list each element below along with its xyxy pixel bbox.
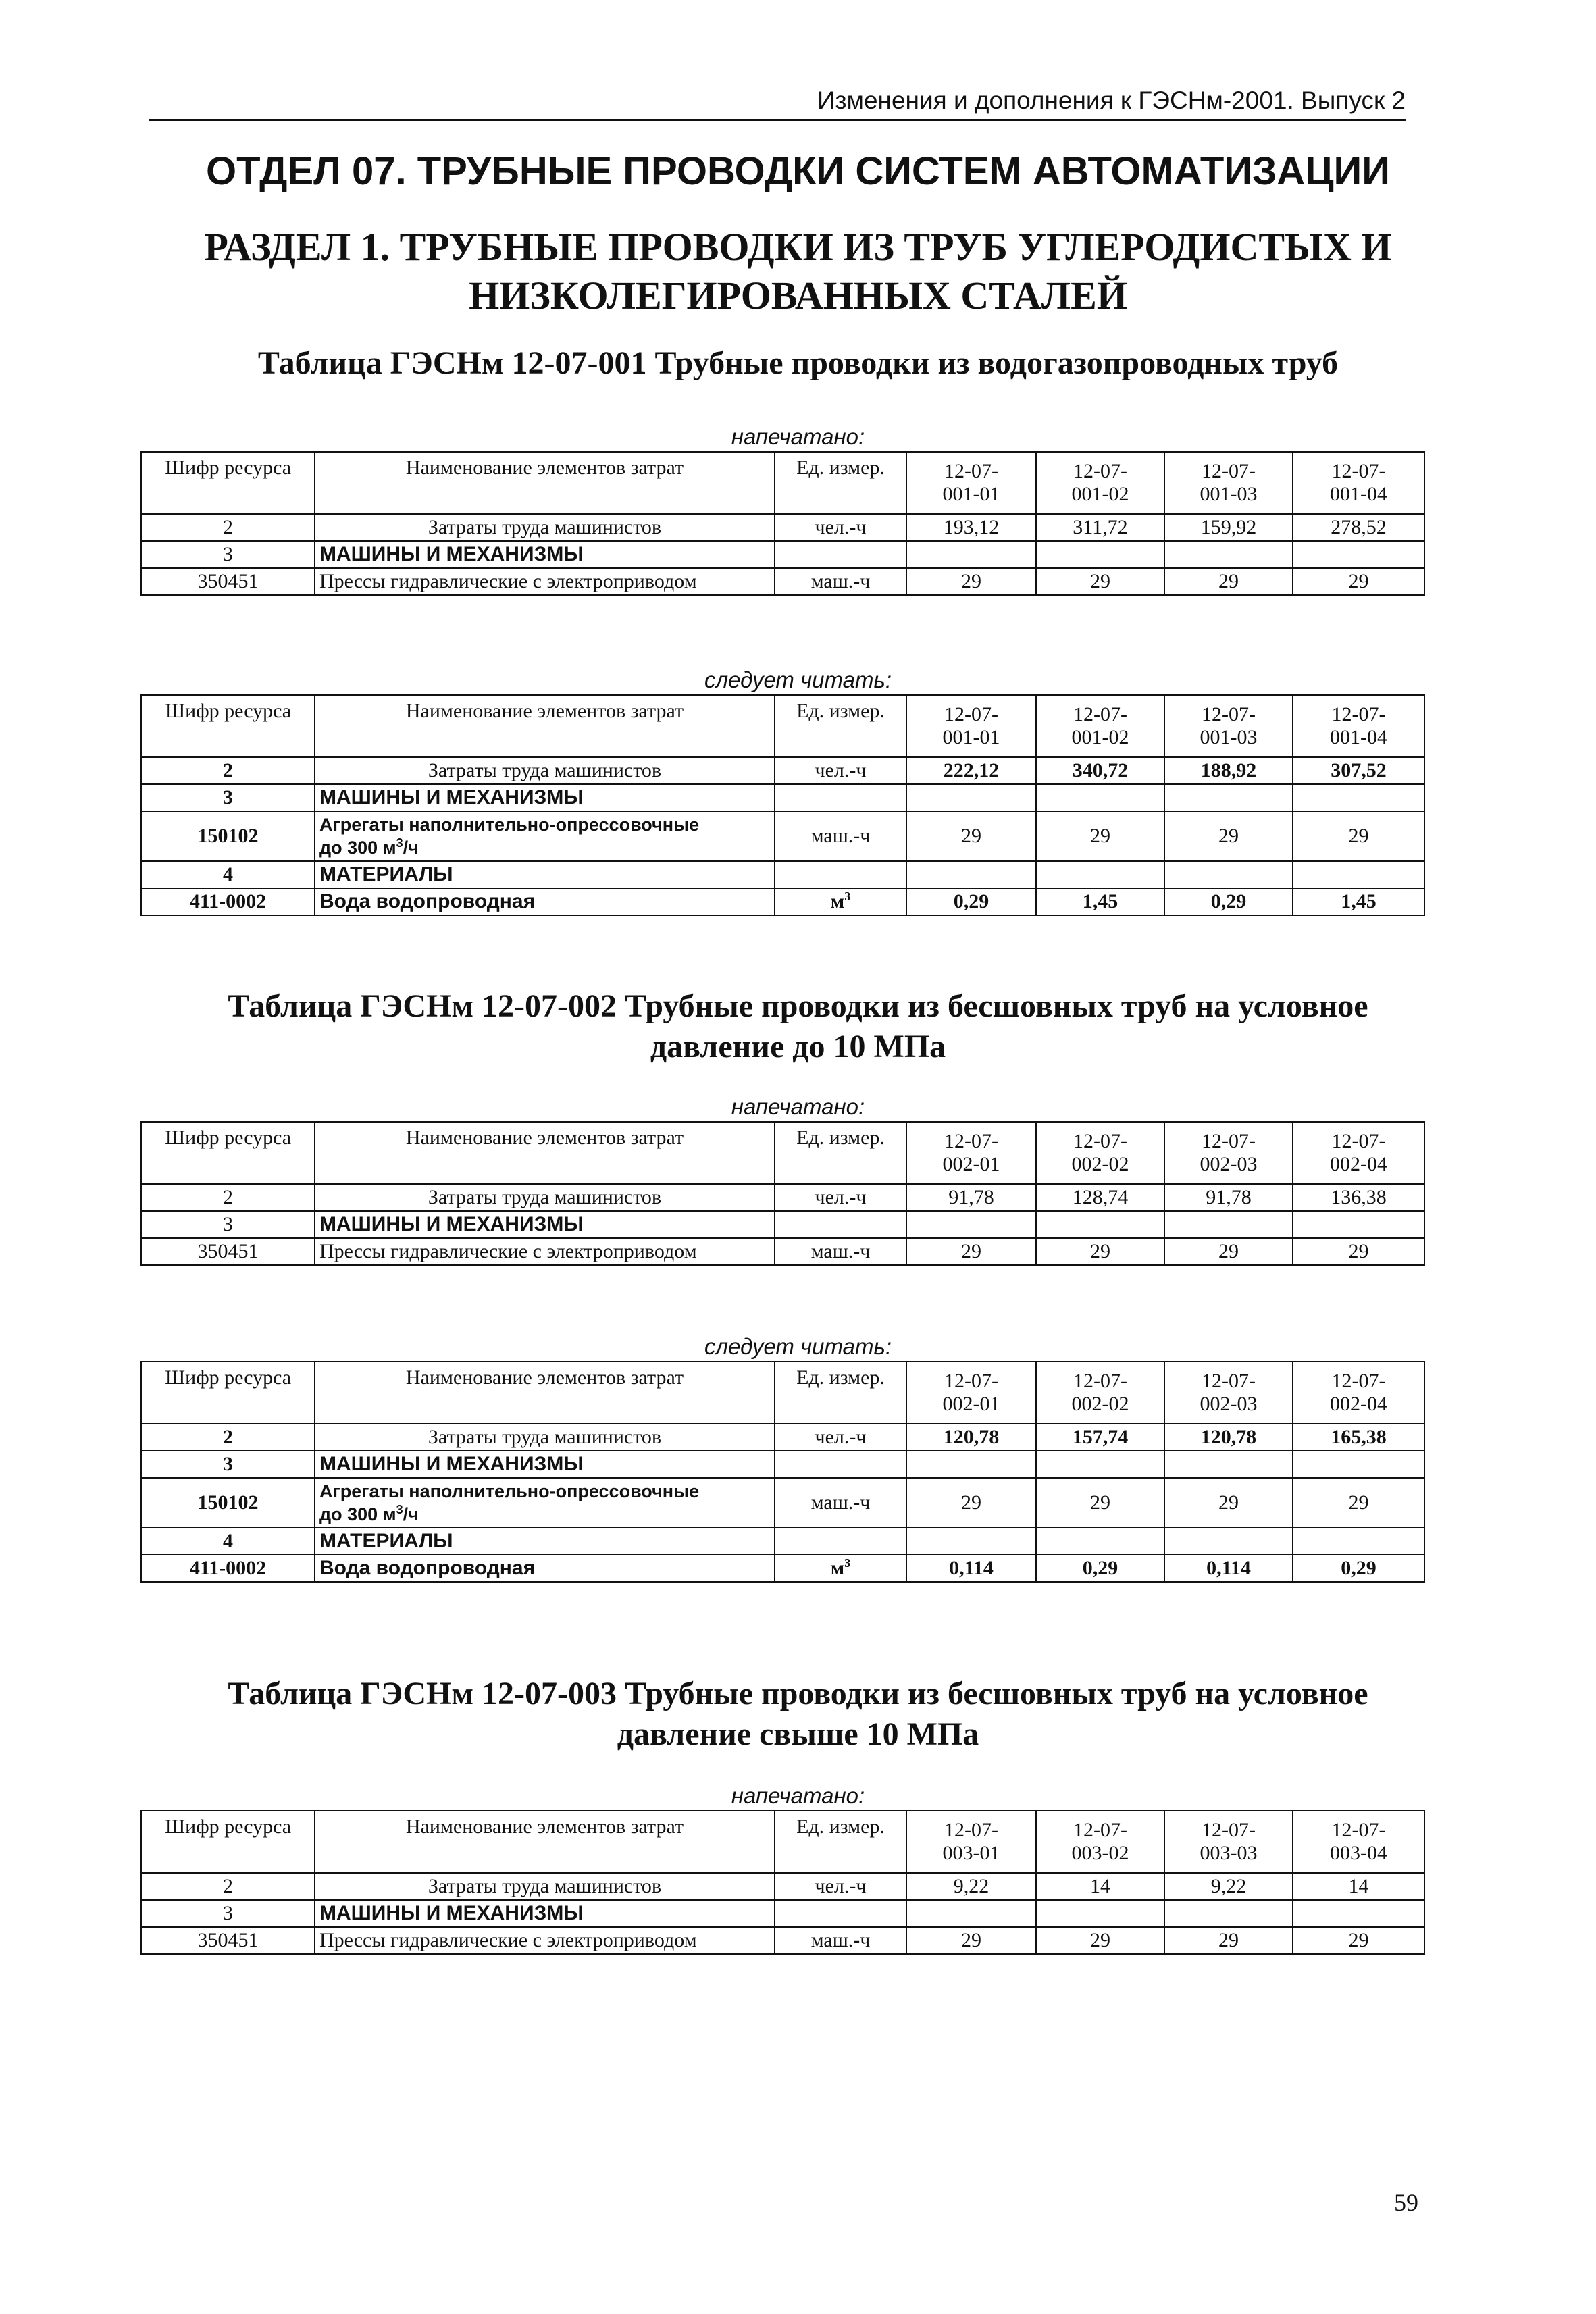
name-cell: Агрегаты наполнительно-опрессовочные до 300 $м^3/ч$	[315, 1478, 775, 1528]
value-cell: 0,114	[906, 1555, 1036, 1582]
value-cell	[1293, 1211, 1424, 1238]
value-cell	[1036, 1451, 1164, 1478]
department-title: ОТДЕЛ 07. ТРУБНЫЕ ПРОВОДКИ СИСТЕМ АВТОМАТИЗАЦИИ	[206, 149, 1390, 193]
value-cell: 29	[1293, 1238, 1424, 1265]
value-cell	[1036, 784, 1164, 811]
name-cell: Затраты труда машинистов	[315, 1873, 775, 1900]
norm-code-header: 12-07- 003-02	[1036, 1811, 1164, 1873]
value-cell	[906, 1211, 1036, 1238]
section-title-line-2: НИЗКОЛЕГИРОВАННЫХ СТАЛЕЙ	[469, 274, 1127, 317]
value-cell	[1164, 1211, 1293, 1238]
value-cell	[1293, 784, 1424, 811]
table-row	[141, 1900, 1424, 1927]
table-row	[141, 757, 1424, 784]
value-cell: 29	[1036, 1238, 1164, 1265]
header-row	[141, 452, 1424, 514]
section-title-line-1: РАЗДЕЛ 1. ТРУБНЫЕ ПРОВОДКИ ИЗ ТРУБ УГЛЕРОДИСТЫХ И	[204, 225, 1392, 269]
unit-cell	[775, 1528, 906, 1555]
col-unit-header: Ед. измер.	[775, 452, 906, 514]
unit-cell	[775, 541, 906, 568]
unit-cell: маш.-ч	[775, 1927, 906, 1954]
value-cell: 128,74	[1036, 1184, 1164, 1211]
value-cell: 91,78	[906, 1184, 1036, 1211]
norm-code-header: 12-07- 002-01	[906, 1362, 1036, 1424]
code-cell: 3	[141, 541, 315, 568]
value-cell: 188,92	[1164, 757, 1293, 784]
table-row	[141, 1184, 1424, 1211]
name-cell: Прессы гидравлические с электроприводом	[315, 1238, 775, 1265]
value-cell: 1,45	[1293, 888, 1424, 915]
table-row	[141, 1238, 1424, 1265]
value-cell	[1293, 1900, 1424, 1927]
code-cell: 3	[141, 1211, 315, 1238]
code-cell: 411-0002	[141, 1555, 315, 1582]
value-cell: 29	[1164, 1927, 1293, 1954]
value-cell	[1293, 861, 1424, 888]
value-cell: 29	[1164, 811, 1293, 861]
norm-code-header: 12-07- 002-04	[1293, 1122, 1424, 1184]
value-cell: 29	[1036, 568, 1164, 595]
col-name-header: Наименование элементов затрат	[315, 1362, 775, 1424]
norm-code-header: 12-07- 001-04	[1293, 452, 1424, 514]
table-row	[141, 1451, 1424, 1478]
value-cell: 222,12	[906, 757, 1036, 784]
norm-code-header: 12-07- 002-02	[1036, 1362, 1164, 1424]
corrected-table	[140, 694, 1425, 916]
unit-cell	[775, 861, 906, 888]
value-cell	[906, 861, 1036, 888]
value-cell: 29	[1164, 568, 1293, 595]
unit-cell: чел.-ч	[775, 1424, 906, 1451]
table-title: Таблица ГЭСНм 12-07-002 Трубные проводки из бесшовных труб на условное давление до 10 МПа	[228, 988, 1368, 1064]
name-cell: МАШИНЫ И МЕХАНИЗМЫ	[315, 1211, 775, 1238]
value-cell: 29	[1293, 1478, 1424, 1528]
col-code-header: Шифр ресурса	[141, 1362, 315, 1424]
value-cell	[1293, 1451, 1424, 1478]
norm-code-header: 12-07- 002-03	[1164, 1122, 1293, 1184]
value-cell: 29	[906, 1478, 1036, 1528]
name-cell: Агрегаты наполнительно-опрессовочные до 300 $м^3/ч$	[315, 811, 775, 861]
col-name-header: Наименование элементов затрат	[315, 452, 775, 514]
code-cell: 2	[141, 1873, 315, 1900]
code-cell: 150102	[141, 811, 315, 861]
norm-code-header: 12-07- 002-03	[1164, 1362, 1293, 1424]
col-name-header: Наименование элементов затрат	[315, 1811, 775, 1873]
value-cell: 29	[1293, 811, 1424, 861]
value-cell: 29	[1164, 1238, 1293, 1265]
table-row	[141, 568, 1424, 595]
norm-code-header: 12-07- 002-01	[906, 1122, 1036, 1184]
value-cell: 0,29	[1293, 1555, 1424, 1582]
value-cell	[1164, 861, 1293, 888]
table-row	[141, 1873, 1424, 1900]
unit-cell: $м^3$	[775, 1555, 906, 1582]
table-row	[141, 888, 1424, 915]
corrected-table	[140, 1361, 1425, 1583]
printed-table	[140, 1810, 1425, 1955]
name-cell: Затраты труда машинистов	[315, 757, 775, 784]
value-cell: 340,72	[1036, 757, 1164, 784]
table-row	[141, 811, 1424, 861]
value-cell: 0,114	[1164, 1555, 1293, 1582]
value-cell: 29	[906, 811, 1036, 861]
norm-code-header: 12-07- 003-04	[1293, 1811, 1424, 1873]
name-cell: МАШИНЫ И МЕХАНИЗМЫ	[315, 541, 775, 568]
value-cell	[1036, 861, 1164, 888]
printed-table	[140, 1121, 1425, 1266]
value-cell	[906, 784, 1036, 811]
value-cell: 0,29	[1036, 1555, 1164, 1582]
unit-cell: чел.-ч	[775, 757, 906, 784]
table-row	[141, 541, 1424, 568]
value-cell: 120,78	[906, 1424, 1036, 1451]
code-cell: 2	[141, 514, 315, 541]
table-row	[141, 1424, 1424, 1451]
code-cell: 350451	[141, 1927, 315, 1954]
name-cell: МАТЕРИАЛЫ	[315, 861, 775, 888]
name-cell: Затраты труда машинистов	[315, 1424, 775, 1451]
norm-code-header: 12-07- 002-04	[1293, 1362, 1424, 1424]
norm-code-header: 12-07- 003-01	[906, 1811, 1036, 1873]
value-cell: 14	[1293, 1873, 1424, 1900]
value-cell	[1036, 541, 1164, 568]
name-cell: Прессы гидравлические с электроприводом	[315, 568, 775, 595]
value-cell	[906, 1451, 1036, 1478]
col-unit-header: Ед. измер.	[775, 1811, 906, 1873]
caption-should-read: следует читать:	[704, 667, 892, 692]
code-cell: 350451	[141, 1238, 315, 1265]
value-cell: 9,22	[1164, 1873, 1293, 1900]
unit-cell: маш.-ч	[775, 1238, 906, 1265]
table-title: Таблица ГЭСНм 12-07-003 Трубные проводки из бесшовных труб на условное давление свыше 10 МПа	[228, 1676, 1368, 1752]
value-cell	[1036, 1211, 1164, 1238]
name-cell: МАТЕРИАЛЫ	[315, 1528, 775, 1555]
unit-cell: маш.-ч	[775, 811, 906, 861]
value-cell	[1036, 1528, 1164, 1555]
name-cell: Вода водопроводная	[315, 888, 775, 915]
header-row	[141, 1122, 1424, 1184]
value-cell: 9,22	[906, 1873, 1036, 1900]
norm-code-header: 12-07- 001-02	[1036, 695, 1164, 757]
norm-code-header: 12-07- 003-03	[1164, 1811, 1293, 1873]
col-unit-header: Ед. измер.	[775, 1122, 906, 1184]
value-cell	[1164, 1528, 1293, 1555]
value-cell: 29	[1036, 1927, 1164, 1954]
code-cell: 4	[141, 861, 315, 888]
caption-should-read: следует читать:	[704, 1334, 892, 1359]
running-header: Изменения и дополнения к ГЭСНм-2001. Выпуск 2	[149, 86, 1406, 121]
norm-code-header: 12-07- 001-04	[1293, 695, 1424, 757]
table-row	[141, 861, 1424, 888]
header-row	[141, 695, 1424, 757]
unit-cell: чел.-ч	[775, 1873, 906, 1900]
unit-cell: $м^3$	[775, 888, 906, 915]
name-cell: Затраты труда машинистов	[315, 514, 775, 541]
norm-code-header: 12-07- 001-03	[1164, 695, 1293, 757]
value-cell: 1,45	[1036, 888, 1164, 915]
col-code-header: Шифр ресурса	[141, 1122, 315, 1184]
code-cell: 3	[141, 1451, 315, 1478]
table-row	[141, 1927, 1424, 1954]
value-cell: 120,78	[1164, 1424, 1293, 1451]
value-cell	[1164, 1451, 1293, 1478]
value-cell: 311,72	[1036, 514, 1164, 541]
code-cell: 150102	[141, 1478, 315, 1528]
printed-table	[140, 451, 1425, 596]
name-cell: Затраты труда машинистов	[315, 1184, 775, 1211]
value-cell: 91,78	[1164, 1184, 1293, 1211]
code-cell: 3	[141, 1900, 315, 1927]
name-cell: МАШИНЫ И МЕХАНИЗМЫ	[315, 1451, 775, 1478]
value-cell: 29	[906, 1238, 1036, 1265]
value-cell	[1164, 784, 1293, 811]
col-code-header: Шифр ресурса	[141, 695, 315, 757]
code-cell: 4	[141, 1528, 315, 1555]
table-row	[141, 784, 1424, 811]
col-unit-header: Ед. измер.	[775, 695, 906, 757]
value-cell: 14	[1036, 1873, 1164, 1900]
col-code-header: Шифр ресурса	[141, 1811, 315, 1873]
table-row	[141, 514, 1424, 541]
value-cell: 136,38	[1293, 1184, 1424, 1211]
unit-cell: маш.-ч	[775, 1478, 906, 1528]
name-cell: Вода водопроводная	[315, 1555, 775, 1582]
table-row	[141, 1478, 1424, 1528]
value-cell: 29	[906, 568, 1036, 595]
col-code-header: Шифр ресурса	[141, 452, 315, 514]
norm-code-header: 12-07- 001-02	[1036, 452, 1164, 514]
caption-printed: напечатано:	[731, 1783, 865, 1808]
value-cell	[1293, 541, 1424, 568]
code-cell: 2	[141, 1184, 315, 1211]
value-cell	[1164, 1900, 1293, 1927]
header-row	[141, 1362, 1424, 1424]
code-cell: 2	[141, 1424, 315, 1451]
unit-cell: маш.-ч	[775, 568, 906, 595]
page-number: 59	[1394, 2189, 1418, 2216]
code-cell: 2	[141, 757, 315, 784]
caption-printed: напечатано:	[731, 424, 865, 449]
code-cell: 411-0002	[141, 888, 315, 915]
code-cell: 3	[141, 784, 315, 811]
header-row	[141, 1811, 1424, 1873]
value-cell: 0,29	[906, 888, 1036, 915]
norm-code-header: 12-07- 001-01	[906, 695, 1036, 757]
table-row	[141, 1211, 1424, 1238]
name-cell: МАШИНЫ И МЕХАНИЗМЫ	[315, 1900, 775, 1927]
unit-cell	[775, 1451, 906, 1478]
norm-code-header: 12-07- 002-02	[1036, 1122, 1164, 1184]
section-title	[0, 223, 1596, 320]
value-cell: 165,38	[1293, 1424, 1424, 1451]
value-cell: 29	[1293, 1927, 1424, 1954]
value-cell: 29	[1164, 1478, 1293, 1528]
name-cell: МАШИНЫ И МЕХАНИЗМЫ	[315, 784, 775, 811]
value-cell	[1036, 1900, 1164, 1927]
col-name-header: Наименование элементов затрат	[315, 1122, 775, 1184]
norm-code-header: 12-07- 001-03	[1164, 452, 1293, 514]
unit-cell	[775, 784, 906, 811]
value-cell: 157,74	[1036, 1424, 1164, 1451]
name-cell: Прессы гидравлические с электроприводом	[315, 1927, 775, 1954]
unit-cell: чел.-ч	[775, 514, 906, 541]
value-cell	[1164, 541, 1293, 568]
table-title: Таблица ГЭСНм 12-07-001 Трубные проводки из водогазопроводных труб	[257, 345, 1339, 381]
unit-cell: чел.-ч	[775, 1184, 906, 1211]
code-cell: 350451	[141, 568, 315, 595]
norm-code-header: 12-07- 001-01	[906, 452, 1036, 514]
unit-cell	[775, 1900, 906, 1927]
value-cell: 29	[906, 1927, 1036, 1954]
col-name-header: Наименование элементов затрат	[315, 695, 775, 757]
value-cell: 159,92	[1164, 514, 1293, 541]
value-cell	[906, 1528, 1036, 1555]
value-cell: 29	[1036, 1478, 1164, 1528]
unit-cell	[775, 1211, 906, 1238]
value-cell: 307,52	[1293, 757, 1424, 784]
value-cell	[1293, 1528, 1424, 1555]
value-cell	[906, 541, 1036, 568]
value-cell: 29	[1036, 811, 1164, 861]
caption-printed: напечатано:	[731, 1094, 865, 1119]
col-unit-header: Ед. измер.	[775, 1362, 906, 1424]
table-row	[141, 1555, 1424, 1582]
table-row	[141, 1528, 1424, 1555]
value-cell: 0,29	[1164, 888, 1293, 915]
value-cell: 278,52	[1293, 514, 1424, 541]
value-cell: 29	[1293, 568, 1424, 595]
value-cell: 193,12	[906, 514, 1036, 541]
value-cell	[906, 1900, 1036, 1927]
